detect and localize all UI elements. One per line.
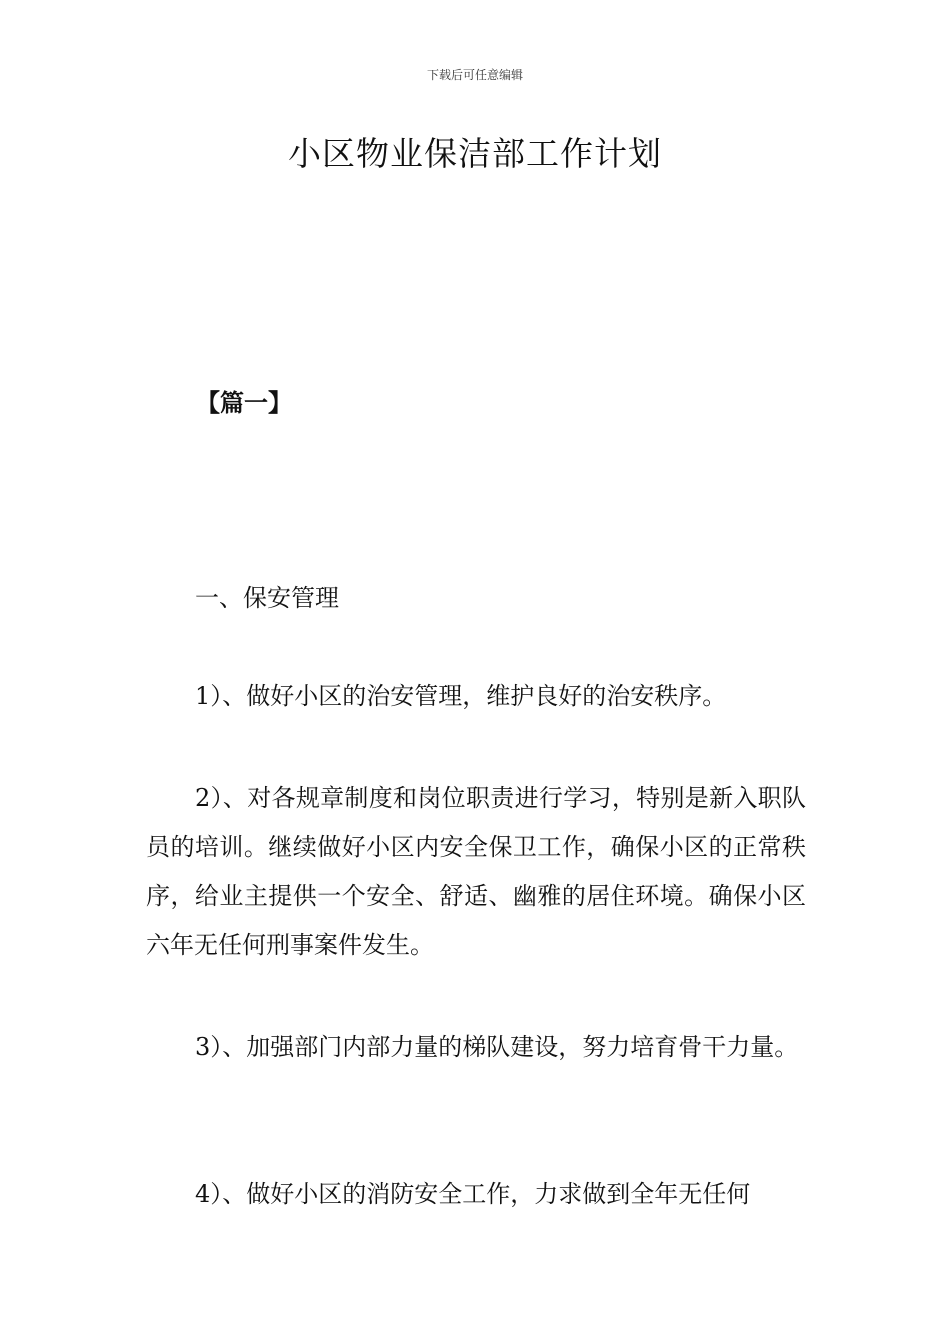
section-heading: 一、保安管理	[195, 584, 339, 612]
document-title: 小区物业保洁部工作计划	[288, 134, 662, 173]
paragraph-item-4: 4）、做好小区的消防安全工作，力求做到全年无任何	[195, 1180, 751, 1208]
paragraph-item-1: 1）、做好小区的治安管理，维护良好的治安秩序。	[195, 682, 727, 710]
paragraph-item-2: 2）、对各规章制度和岗位职责进行学习，特别是新入职队员的培训。继续做好小区内安全保卫工作，确保小区的正常秩序，给业主提供一个安全、舒适、幽雅的居住环境。确保小区六年无任何刑事案件发生。	[146, 784, 806, 959]
section-tag: 【篇一】	[196, 389, 292, 417]
paragraph-item-3: 3）、加强部门内部力量的梯队建设，努力培育骨干力量。	[195, 1033, 799, 1061]
page-header-note: 下载后可任意编辑	[426, 68, 523, 82]
